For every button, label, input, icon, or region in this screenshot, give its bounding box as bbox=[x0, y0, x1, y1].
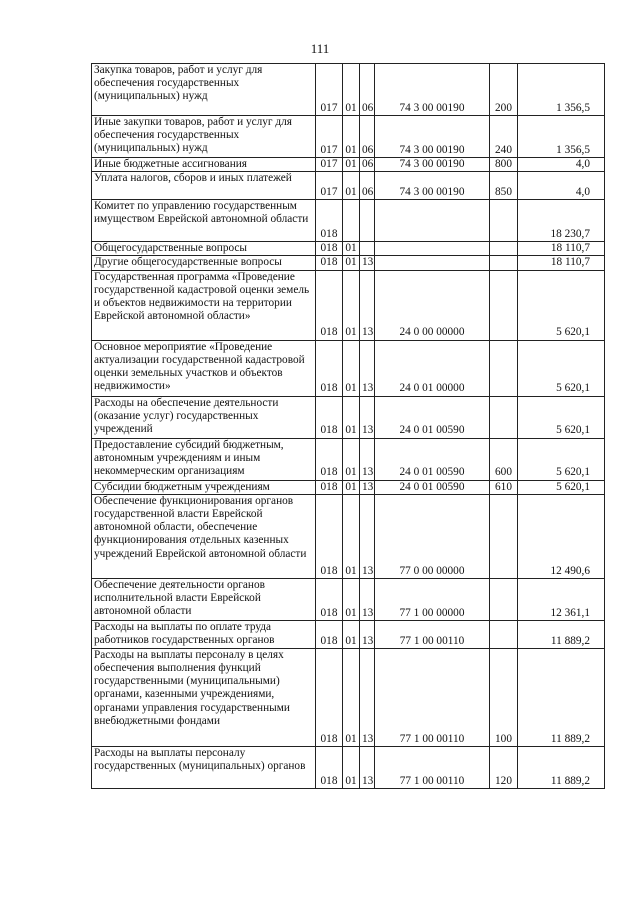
cell-vr bbox=[490, 256, 518, 270]
cell-vr: 120 bbox=[490, 746, 518, 788]
cell-rz: 01 bbox=[343, 396, 360, 438]
table-row bbox=[92, 200, 605, 242]
cell-rz: 01 bbox=[343, 648, 360, 746]
cell-pr bbox=[360, 200, 375, 242]
cell-rz: 01 bbox=[343, 480, 360, 494]
cell-csr: 77 1 00 00000 bbox=[375, 578, 490, 620]
cell-rz: 01 bbox=[343, 620, 360, 648]
cell-vr: 800 bbox=[490, 158, 518, 172]
cell-vr bbox=[490, 396, 518, 438]
table-row bbox=[92, 578, 605, 620]
cell-csr: 77 0 00 00000 bbox=[375, 494, 490, 578]
cell-pr: 13 bbox=[360, 746, 375, 788]
cell-pr: 06 bbox=[360, 64, 375, 116]
cell-name: Уплата налогов, сборов и иных платежей bbox=[92, 172, 316, 200]
cell-csr: 74 3 00 00190 bbox=[375, 64, 490, 116]
cell-csr: 24 0 00 00000 bbox=[375, 270, 490, 340]
cell-rz: 01 bbox=[343, 64, 360, 116]
cell-grbs: 017 bbox=[316, 116, 343, 158]
cell-vr: 100 bbox=[490, 648, 518, 746]
cell-sum: 12 361,1 bbox=[518, 578, 605, 620]
cell-rz: 01 bbox=[343, 172, 360, 200]
cell-pr bbox=[360, 242, 375, 256]
cell-name: Расходы на выплаты персоналу государственных (муниципальных) органов bbox=[92, 746, 316, 788]
table-row bbox=[92, 494, 605, 578]
cell-name: Общегосударственные вопросы bbox=[92, 242, 316, 256]
cell-grbs: 018 bbox=[316, 620, 343, 648]
cell-csr: 74 3 00 00190 bbox=[375, 158, 490, 172]
cell-sum: 5 620,1 bbox=[518, 438, 605, 480]
cell-rz: 01 bbox=[343, 116, 360, 158]
cell-name: Субсидии бюджетным учреждениям bbox=[92, 480, 316, 494]
cell-pr: 13 bbox=[360, 270, 375, 340]
cell-rz: 01 bbox=[343, 494, 360, 578]
cell-rz: 01 bbox=[343, 746, 360, 788]
cell-vr bbox=[490, 200, 518, 242]
cell-pr: 13 bbox=[360, 648, 375, 746]
cell-pr: 13 bbox=[360, 620, 375, 648]
table-row bbox=[92, 64, 605, 116]
cell-name: Основное мероприятие «Проведение актуализации государственной кадастровой оценки земельных участков и объектов недвижимости» bbox=[92, 340, 316, 396]
cell-pr: 13 bbox=[360, 578, 375, 620]
cell-sum: 18 110,7 bbox=[518, 242, 605, 256]
cell-pr: 13 bbox=[360, 438, 375, 480]
cell-name: Расходы на обеспечение деятельности (оказание услуг) государственных учреждений bbox=[92, 396, 316, 438]
page-number: 111 bbox=[310, 41, 330, 56]
cell-csr: 77 1 00 00110 bbox=[375, 746, 490, 788]
cell-csr: 77 1 00 00110 bbox=[375, 648, 490, 746]
cell-vr bbox=[490, 620, 518, 648]
cell-pr: 13 bbox=[360, 480, 375, 494]
cell-name: Закупка товаров, работ и услуг для обеспечения государственных (муниципальных) нужд bbox=[92, 64, 316, 116]
cell-grbs: 017 bbox=[316, 64, 343, 116]
cell-vr bbox=[490, 494, 518, 578]
cell-grbs: 018 bbox=[316, 494, 343, 578]
cell-vr bbox=[490, 578, 518, 620]
cell-rz: 01 bbox=[343, 438, 360, 480]
cell-name: Комитет по управлению государственным имуществом Еврейской автономной области bbox=[92, 200, 316, 242]
table-row bbox=[92, 172, 605, 200]
cell-name: Государственная программа «Проведение государственной кадастровой оценки земель и объектов недвижимости на территории Еврейской автономной области» bbox=[92, 270, 316, 340]
cell-grbs: 018 bbox=[316, 396, 343, 438]
cell-sum: 18 110,7 bbox=[518, 256, 605, 270]
cell-rz: 01 bbox=[343, 578, 360, 620]
table-row bbox=[92, 746, 605, 788]
table-row bbox=[92, 242, 605, 256]
cell-csr: 24 0 01 00590 bbox=[375, 438, 490, 480]
cell-sum: 12 490,6 bbox=[518, 494, 605, 578]
cell-vr bbox=[490, 242, 518, 256]
table-row bbox=[92, 116, 605, 158]
cell-sum: 5 620,1 bbox=[518, 270, 605, 340]
cell-name: Иные бюджетные ассигнования bbox=[92, 158, 316, 172]
cell-sum: 11 889,2 bbox=[518, 746, 605, 788]
cell-name: Расходы на выплаты персоналу в целях обеспечения выполнения функций государственными (муниципальными) органами, казенными учреждениями, органами управления государственными внебюджетными фондами bbox=[92, 648, 316, 746]
cell-vr: 600 bbox=[490, 438, 518, 480]
cell-grbs: 017 bbox=[316, 158, 343, 172]
cell-csr bbox=[375, 242, 490, 256]
table-body bbox=[92, 64, 605, 789]
cell-grbs: 018 bbox=[316, 200, 343, 242]
cell-pr: 06 bbox=[360, 116, 375, 158]
table-row bbox=[92, 620, 605, 648]
cell-sum: 1 356,5 bbox=[518, 116, 605, 158]
cell-vr bbox=[490, 340, 518, 396]
cell-csr bbox=[375, 200, 490, 242]
cell-sum: 5 620,1 bbox=[518, 340, 605, 396]
cell-rz: 01 bbox=[343, 270, 360, 340]
cell-name: Обеспечение деятельности органов исполнительной власти Еврейской автономной области bbox=[92, 578, 316, 620]
cell-pr: 06 bbox=[360, 158, 375, 172]
cell-sum: 5 620,1 bbox=[518, 396, 605, 438]
table-row bbox=[92, 438, 605, 480]
cell-name: Иные закупки товаров, работ и услуг для обеспечения государственных (муниципальных) нужд bbox=[92, 116, 316, 158]
cell-csr: 24 0 01 00590 bbox=[375, 480, 490, 494]
table-row bbox=[92, 270, 605, 340]
cell-grbs: 018 bbox=[316, 648, 343, 746]
table-row bbox=[92, 256, 605, 270]
table-row bbox=[92, 648, 605, 746]
cell-grbs: 018 bbox=[316, 438, 343, 480]
cell-pr: 13 bbox=[360, 396, 375, 438]
cell-vr: 200 bbox=[490, 64, 518, 116]
cell-csr: 24 0 01 00000 bbox=[375, 340, 490, 396]
cell-rz: 01 bbox=[343, 256, 360, 270]
cell-sum: 1 356,5 bbox=[518, 64, 605, 116]
budget-table bbox=[91, 63, 605, 789]
table-row bbox=[92, 158, 605, 172]
cell-pr: 06 bbox=[360, 172, 375, 200]
cell-grbs: 018 bbox=[316, 270, 343, 340]
table-row bbox=[92, 340, 605, 396]
cell-pr: 13 bbox=[360, 494, 375, 578]
cell-sum: 18 230,7 bbox=[518, 200, 605, 242]
cell-rz bbox=[343, 200, 360, 242]
table-row bbox=[92, 480, 605, 494]
cell-vr: 610 bbox=[490, 480, 518, 494]
table-row bbox=[92, 396, 605, 438]
cell-grbs: 018 bbox=[316, 256, 343, 270]
cell-vr: 850 bbox=[490, 172, 518, 200]
cell-rz: 01 bbox=[343, 242, 360, 256]
cell-csr: 77 1 00 00110 bbox=[375, 620, 490, 648]
cell-sum: 4,0 bbox=[518, 172, 605, 200]
cell-grbs: 018 bbox=[316, 340, 343, 396]
cell-grbs: 018 bbox=[316, 578, 343, 620]
cell-pr: 13 bbox=[360, 256, 375, 270]
cell-csr: 24 0 01 00590 bbox=[375, 396, 490, 438]
cell-csr: 74 3 00 00190 bbox=[375, 116, 490, 158]
cell-rz: 01 bbox=[343, 340, 360, 396]
cell-name: Обеспечение функционирования органов государственной власти Еврейской автономной области, обеспечение функционирования отдельных казенных учреждений Еврейской автономной области bbox=[92, 494, 316, 578]
cell-grbs: 017 bbox=[316, 172, 343, 200]
cell-grbs: 018 bbox=[316, 746, 343, 788]
cell-name: Другие общегосударственные вопросы bbox=[92, 256, 316, 270]
cell-name: Расходы на выплаты по оплате труда работников государственных органов bbox=[92, 620, 316, 648]
cell-csr: 74 3 00 00190 bbox=[375, 172, 490, 200]
cell-grbs: 018 bbox=[316, 480, 343, 494]
cell-rz: 01 bbox=[343, 158, 360, 172]
cell-grbs: 018 bbox=[316, 242, 343, 256]
cell-sum: 5 620,1 bbox=[518, 480, 605, 494]
cell-vr bbox=[490, 270, 518, 340]
cell-pr: 13 bbox=[360, 340, 375, 396]
cell-vr: 240 bbox=[490, 116, 518, 158]
cell-sum: 4,0 bbox=[518, 158, 605, 172]
cell-csr bbox=[375, 256, 490, 270]
cell-name: Предоставление субсидий бюджетным, автономным учреждениям и иным некоммерческим организациям bbox=[92, 438, 316, 480]
cell-sum: 11 889,2 bbox=[518, 620, 605, 648]
cell-sum: 11 889,2 bbox=[518, 648, 605, 746]
